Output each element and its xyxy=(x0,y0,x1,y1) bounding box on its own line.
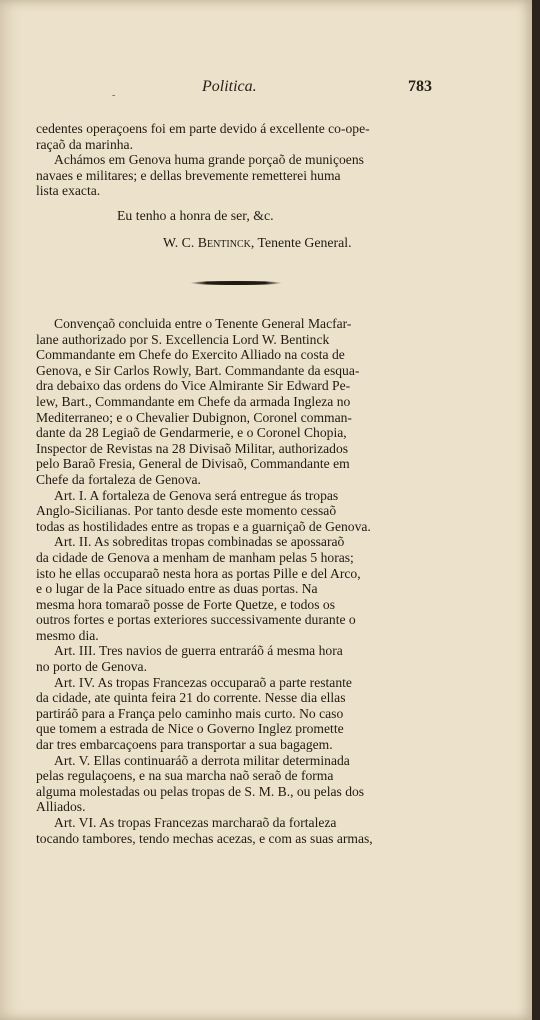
text-line: partiráõ para a França pelo caminho mais curto. No caso xyxy=(36,705,344,721)
text-line: lew, Bart., Commandante em Chefe da armada Ingleza no xyxy=(36,393,351,409)
text-line: que tomem a estrada de Nice o Governo Inglez promette xyxy=(36,721,344,737)
book-spine-edge xyxy=(532,0,540,1020)
header-dash: - xyxy=(112,90,116,101)
text-line: Genova, e Sir Carlos Rowly, Bart. Commandante da esqua- xyxy=(36,362,360,378)
article-line: Art. IV. As tropas Francezas occuparaõ a parte restante xyxy=(54,674,352,690)
section-divider-rule xyxy=(190,281,282,285)
letter-signature xyxy=(163,235,352,251)
text-line: tocando tambores, tendo mechas acezas, e com as suas armas, xyxy=(36,830,373,846)
article-line: Art. VI. As tropas Francezas marcharaõ da fortaleza xyxy=(54,815,337,830)
text-line: e o lugar de la Pace situado entre as duas portas. Na xyxy=(36,581,318,597)
text-line: lista exacta. xyxy=(36,183,101,199)
page-number: 783 xyxy=(408,78,432,95)
text-line: mesmo dia. xyxy=(36,627,99,643)
article-line: Art. II. As sobreditas tropas combinadas se apossaraõ xyxy=(54,534,345,550)
article-line: Art. I. A fortaleza de Genova será entregue ás tropas xyxy=(54,487,339,503)
article-line: Art. III. Tres navios de guerra entraráõ á mesma hora xyxy=(54,643,343,659)
text-line: Achámos em Genova huma grande porçaõ de muniçoens xyxy=(54,152,364,168)
signature-name: W. C. Bentinck, xyxy=(163,235,255,250)
article-line: Art. V. Ellas continuaráõ a derrota militar determinada xyxy=(54,752,350,768)
letter-greeting: Eu tenho a honra de ser, &c. xyxy=(117,208,274,223)
text-line: Inspector de Revistas na 28 Divisaõ Militar, authorizados xyxy=(36,440,349,456)
text-line: raçaõ da marinha. xyxy=(36,136,133,152)
text-line: dar tres embarcaçoens para transportar a sua bagagem. xyxy=(36,737,333,753)
text-line: pelo Baraõ Fresia, General de Divisaõ, Commandante em xyxy=(36,456,350,472)
text-line: mesma hora tomaraõ posse de Forte Quetze, e todos os xyxy=(36,596,335,612)
signature-title: Tenente General. xyxy=(257,235,352,250)
text-line: alguma molestadas ou pelas tropas de S. M. B., ou pelas dos xyxy=(36,783,365,799)
text-line: cedentes operaçoens foi em parte devido á excellente co-ope- xyxy=(36,121,370,136)
text-line: Mediterraneo; e o Chevalier Dubignon, Coronel comman- xyxy=(36,409,352,425)
text-line: isto he ellas occuparaõ nesta hora as portas Pille e del Arco, xyxy=(36,565,361,581)
text-line: Chefe da fortaleza de Genova. xyxy=(36,471,201,487)
text-line: da cidade de Genova a menham de manham pelas 5 horas; xyxy=(36,549,354,565)
running-title: Politica. xyxy=(202,78,257,95)
letter-closing-paragraphs xyxy=(36,121,454,199)
text-line: da cidade, ate quinta feira 21 do corrente. Nesse dia ellas xyxy=(36,690,346,706)
text-line: dra debaixo das ordens do Vice Almirante Sir Edward Pe- xyxy=(36,378,351,394)
text-line: todas as hostilidades entre as tropas e a guarniçaõ de Genova. xyxy=(36,518,371,534)
page-header xyxy=(0,78,532,102)
text-line: Convençaõ concluida entre o Tenente General Macfar- xyxy=(54,316,352,331)
text-line: navaes e militares; e dellas brevemente remetterei huma xyxy=(36,167,341,183)
text-line: Commandante em Chefe do Exercito Alliado na costa de xyxy=(36,347,345,363)
convention-text xyxy=(36,316,454,846)
text-line: Anglo-Sicilianas. Por tanto desde este momento cessaõ xyxy=(36,503,337,519)
text-line: Alliados. xyxy=(36,799,86,815)
text-line: lane authorizado por S. Excellencia Lord W. Bentinck xyxy=(36,331,330,347)
text-line: outros fortes e portas exteriores successivamente durante o xyxy=(36,612,356,628)
text-line: pelas regulaçoens, e na sua marcha naõ seraõ de forma xyxy=(36,768,334,784)
text-line: no porto de Genova. xyxy=(36,659,147,675)
text-line: dante da 28 Legiaõ de Gendarmerie, e o Coronel Chopia, xyxy=(36,425,347,441)
